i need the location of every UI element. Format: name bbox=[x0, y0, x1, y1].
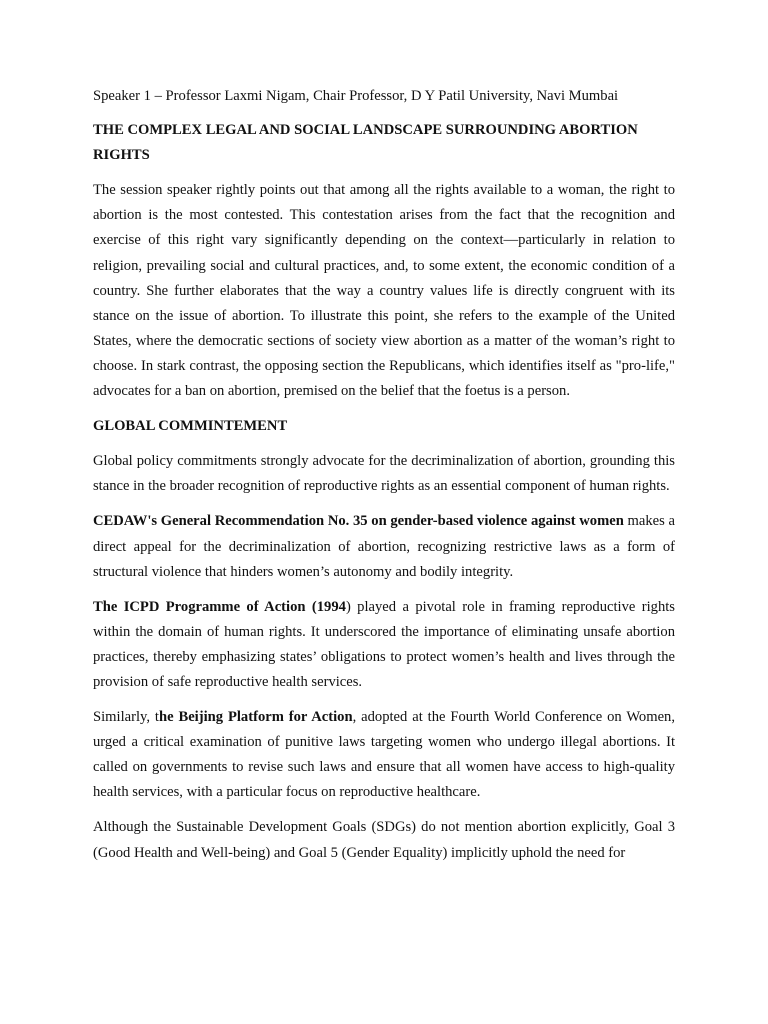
icpd-title: The ICPD Programme of Action (1994 bbox=[93, 598, 346, 615]
speaker-line: Speaker 1 – Professor Laxmi Nigam, Chair Professor, D Y Patil University, Navi Mumbai bbox=[93, 88, 619, 104]
paragraph-beijing bbox=[93, 705, 675, 805]
document-page bbox=[93, 84, 675, 876]
paragraph-session-summary: The session speaker rightly points out that among all the rights available to a woman, the right to abortion is the most contested. This contestation arises from the fact that the recognition and exercise of this right vary significantly depending on the context—particularly in relation to religion, prevailing social and cultural practices, and, to some extent, the economic condition of a country. She further elaborates that the way a country values life is directly congruent with its stance on the issue of abortion. To illustrate this point, she refers to the example of the United States, where the democratic sections of society view abortion as a matter of the woman’s right to choose. In stark contrast, the opposing section the Republicans, which identifies itself as "pro-life," advocates for a ban on abortion, premised on the belief that the foetus is a person. bbox=[93, 182, 675, 400]
paragraph-icpd bbox=[93, 595, 675, 695]
icpd-text: ) played a pivotal role in framing reproductive rights within the domain of human rights. It underscored the importance of eliminating unsafe abortion practices, thereby emphasizing states’ obligations to protect women’s health and lives through the provision of safe reproductive health services. bbox=[93, 598, 675, 690]
beijing-prefix: Similarly, t bbox=[93, 709, 159, 726]
beijing-title: he Beijing Platform for Action bbox=[158, 709, 353, 726]
paragraph-global-policy: Global policy commitments strongly advocate for the decriminalization of abortion, grounding this stance in the broader recognition of reproductive rights as an essential component of human rights. bbox=[93, 453, 675, 495]
beijing-text: , adopted at the Fourth World Conference on Women, urged a critical examination of punitive laws targeting women who undergo illegal abortions. It called on governments to revise such laws and ensure that all women have access to high-quality health services, with a particular focus on reproductive healthcare. bbox=[93, 709, 675, 801]
section-heading-global-commitment: GLOBAL COMMINTEMENT bbox=[93, 418, 288, 435]
paragraph-cedaw bbox=[93, 509, 675, 584]
section-heading-abortion-rights: THE COMPLEX LEGAL AND SOCIAL LANDSCAPE SURROUNDING ABORTION RIGHTS bbox=[93, 122, 638, 164]
paragraph-sdgs: Although the Sustainable Development Goals (SDGs) do not mention abortion explicitly, Goal 3 (Good Health and Well-being) and Goal 5 (Gender Equality) implicitly uphold the need for bbox=[93, 819, 675, 861]
cedaw-title: CEDAW's General Recommendation No. 35 on gender-based violence against women bbox=[93, 513, 624, 530]
cedaw-text: makes a direct appeal for the decriminalization of abortion, recognizing restrictive laws as a form of structural violence that hinders women’s autonomy and bodily integrity. bbox=[93, 513, 675, 580]
